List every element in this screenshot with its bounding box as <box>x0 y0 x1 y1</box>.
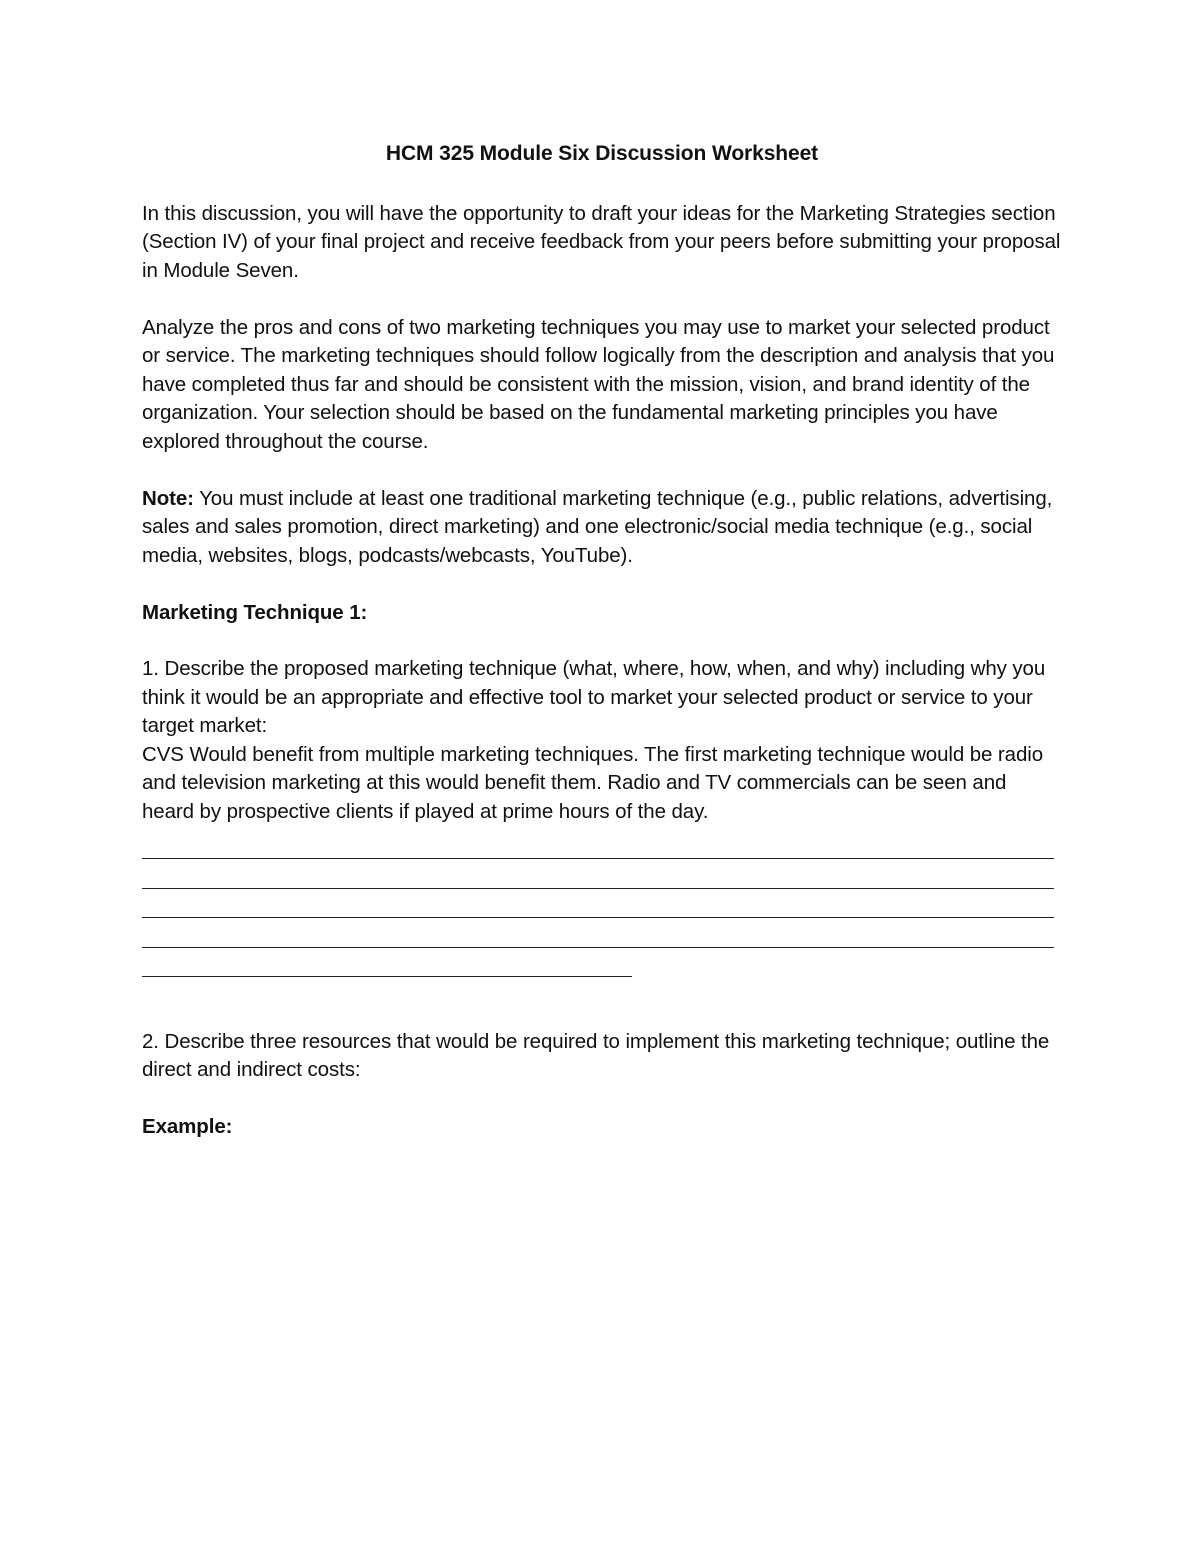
analyze-paragraph: Analyze the pros and cons of two marketing techniques you may use to market your selected product or service. The marketing techniques should follow logically from the description and analysis that you have completed thus far and should be consistent with the mission, vision, and brand identity of the organization. Your selection should be based on the fundamental marketing principles you have explored throughout the course. <box>142 315 1055 453</box>
answer-1: CVS Would benefit from multiple marketing techniques. The first marketing technique would be radio and television marketing at this would benefit them. Radio and TV commercials can be seen and heard by prospective clients if played at prime hours of the day. <box>142 742 1044 823</box>
answer-blank-lines <box>142 832 1062 980</box>
blank-line <box>142 950 1062 980</box>
intro-paragraph: In this discussion, you will have the opportunity to draft your ideas for the Marketing Strategies section (Section IV) of your final project and receive feedback from your peers before submitting your proposal in Module Seven. <box>142 201 1061 282</box>
note-label: Note: <box>142 486 194 510</box>
note-paragraph <box>142 485 1062 571</box>
technique-heading: Marketing Technique 1: <box>142 600 368 624</box>
question-2: 2. Describe three resources that would be required to implement this marketing technique; outline the direct and indirect costs: <box>142 1029 1050 1081</box>
blank-line <box>142 891 1062 921</box>
note-text: You must include at least one traditional marketing technique (e.g., public relations, advertising, sales and sales promotion, direct marketing) and one electronic/social media technique (e.g., social media, websites, blogs, podcasts/webcasts, YouTube). <box>142 486 1053 567</box>
blank-line <box>142 921 1062 951</box>
example-label: Example: <box>142 1114 233 1138</box>
blank-line <box>142 832 1062 862</box>
blank-line <box>142 862 1062 892</box>
question-1: 1. Describe the proposed marketing technique (what, where, how, when, and why) including why you think it would be an appropriate and effective tool to market your selected product or service to your target market: <box>142 657 1046 737</box>
document-body <box>142 140 1062 1141</box>
document-title: HCM 325 Module Six Discussion Worksheet <box>385 142 819 165</box>
